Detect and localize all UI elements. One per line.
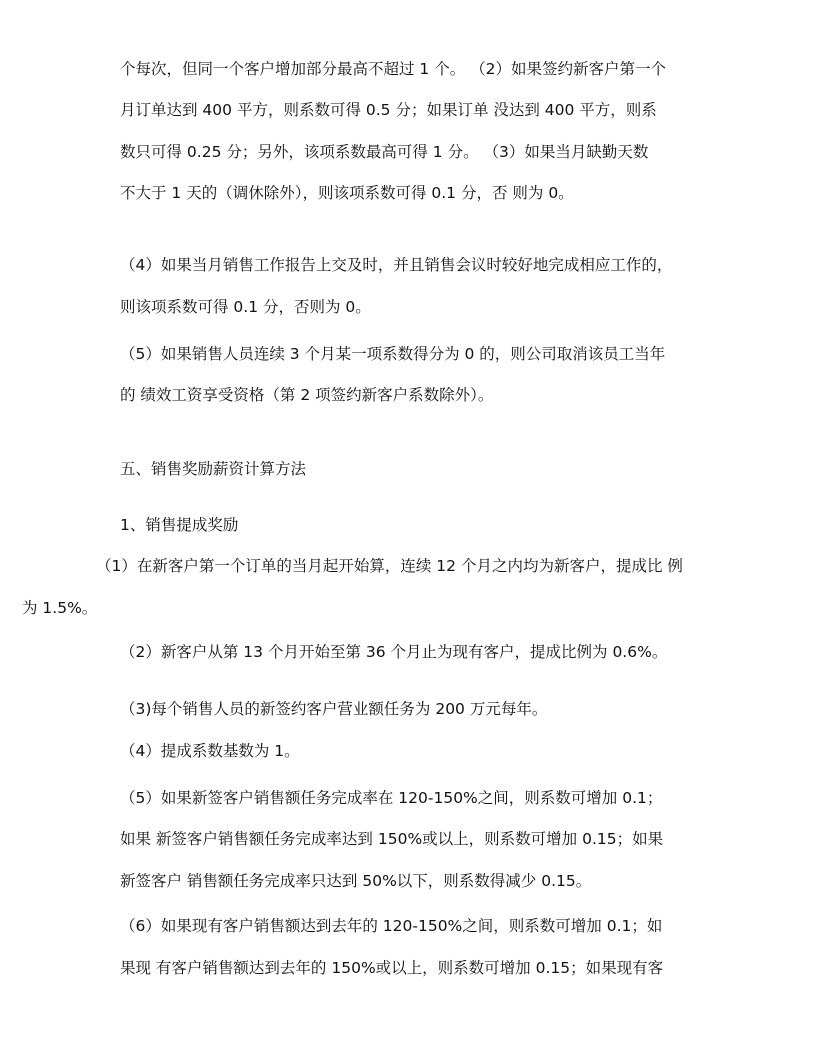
section-heading: 五、销售奖励薪资计算方法 [120, 460, 307, 478]
text-line: 不大于 1 天的（调休除外），则该项系数可得 0.1 分，否 则为 0。 [120, 184, 574, 202]
text-line: （2）新客户从第 13 个月开始至第 36 个月止为现有客户，提成比例为 0.6%。 [120, 643, 668, 661]
text-line: （1）在新客户第一个订单的当月起开始算，连续 12 个月之内均为新客户，提成比 例 [96, 557, 683, 575]
text-line: （6）如果现有客户销售额达到去年的 120-150%之间，则系数可增加 0.1；如 [120, 917, 663, 935]
text-line: 数只可得 0.25 分；另外，该项系数最高可得 1 分。 （3）如果当月缺勤天数 [120, 143, 649, 161]
text-line: 为 1.5%。 [22, 599, 98, 617]
text-line: （5）如果销售人员连续 3 个月某一项系数得分为 0 的，则公司取消该员工当年 [120, 345, 666, 363]
subsection-heading: 1、销售提成奖励 [120, 516, 239, 534]
text-line: 果现 有客户销售额达到去年的 150%或以上，则系数可增加 0.15；如果现有客 [120, 959, 664, 977]
text-line: 个每次，但同一个客户增加部分最高不超过 1 个。 （2）如果签约新客户第一个 [120, 60, 667, 78]
text-line: 则该项系数可得 0.1 分，否则为 0。 [120, 298, 371, 316]
text-line: （5）如果新签客户销售额任务完成率在 120-150%之间，则系数可增加 0.1； [120, 789, 663, 807]
text-line: 新签客户 销售额任务完成率只达到 50%以下，则系数得减少 0.15。 [120, 872, 592, 890]
text-line: 的 绩效工资享受资格（第 2 项签约新客户系数除外）。 [120, 386, 494, 404]
text-line: 如果 新签客户销售额任务完成率达到 150%或以上，则系数可增加 0.15；如果 [120, 830, 664, 848]
text-line: （4）提成系数基数为 1。 [120, 742, 300, 760]
text-line: 月订单达到 400 平方，则系数可得 0.5 分；如果订单 没达到 400 平方，则系 [120, 101, 657, 119]
text-line: （4）如果当月销售工作报告上交及时，并且销售会议时较好地完成相应工作的， [120, 256, 673, 274]
text-line: （3)每个销售人员的新签约客户营业额任务为 200 万元每年。 [120, 700, 548, 718]
